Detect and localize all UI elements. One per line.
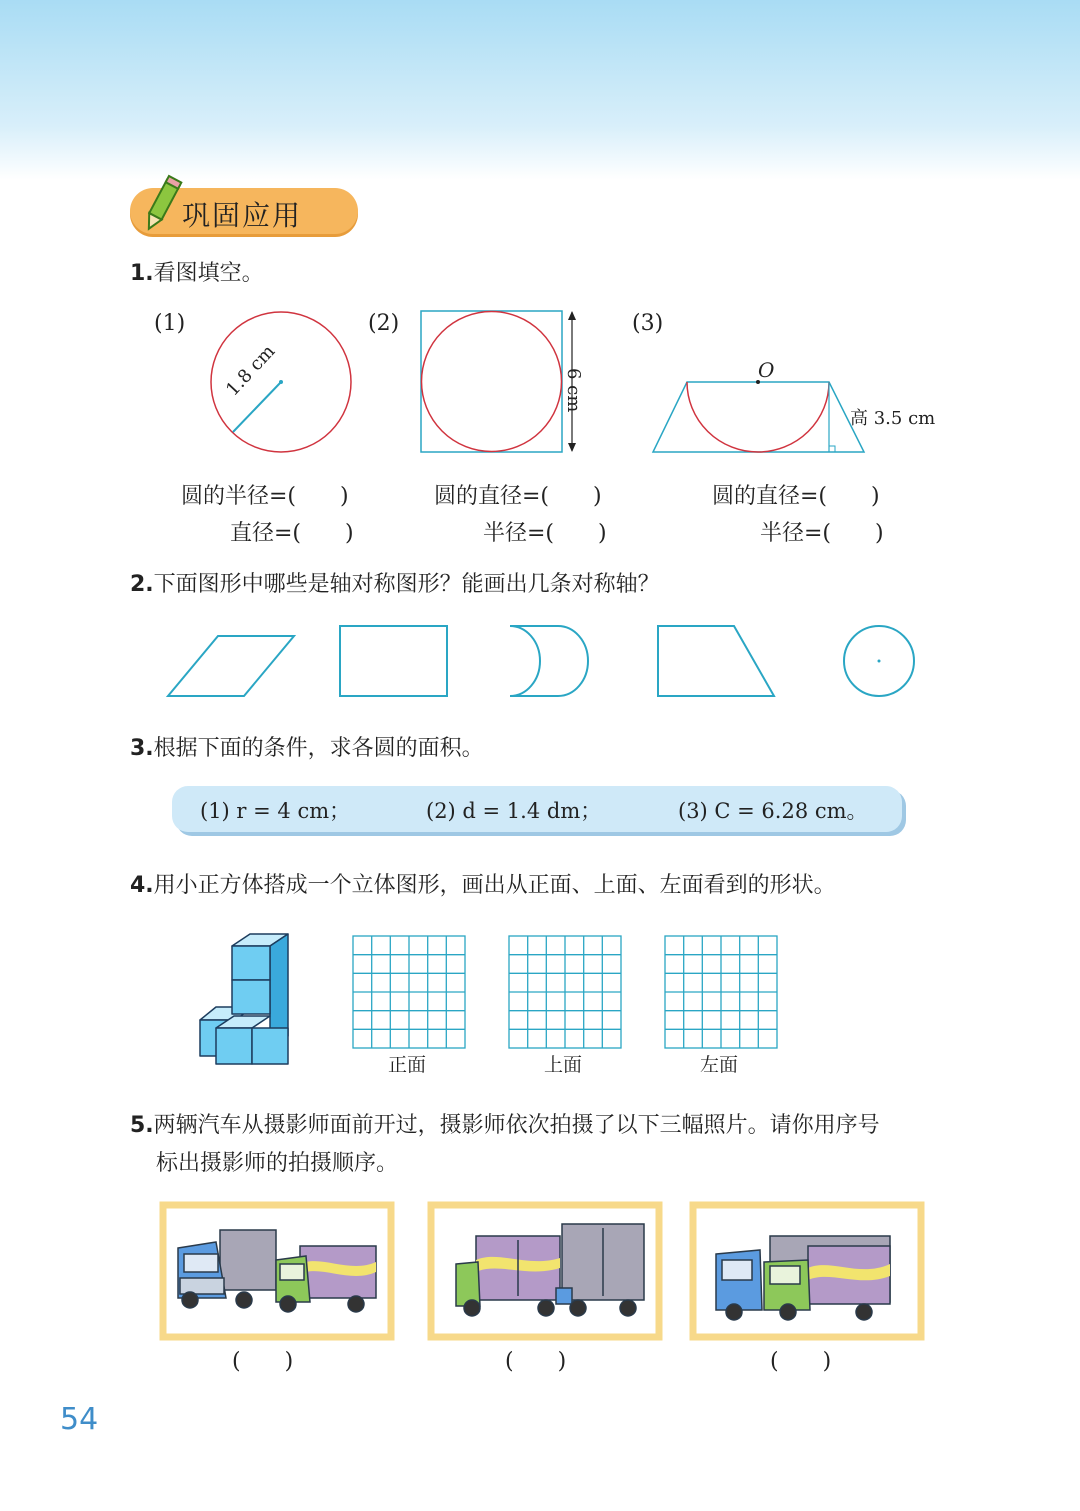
q1-part2-label: (2): [368, 311, 400, 336]
q1-part1-answer2: 直径=( ): [230, 521, 354, 546]
trapezoid-shape: [658, 626, 774, 696]
grid-label-left: 左面: [700, 1054, 739, 1076]
question-1: 1.看图填空。: [130, 261, 264, 286]
q1-part1-label: (1): [154, 311, 186, 336]
grid-front: [352, 935, 466, 1049]
q1-part3-answer2: 半径=( ): [760, 521, 884, 546]
question-2: 2.下面图形中哪些是轴对称图形？能画出几条对称轴？: [130, 572, 660, 597]
q1-part2-answer1: 圆的直径=( ): [434, 484, 602, 509]
cube-stack-figure: [196, 932, 296, 1067]
arc-shape: [510, 626, 588, 696]
q1-radius-label: 1.8 cm: [222, 341, 280, 401]
grid-label-front: 正面: [388, 1054, 427, 1076]
q1-trapezoid-semicircle-figure: [650, 370, 870, 460]
q3-conditions-box: [172, 786, 902, 832]
pencil-icon: [138, 176, 186, 232]
grid-left: [664, 935, 778, 1049]
photo-3-answer: ( ): [770, 1349, 832, 1374]
q1-part3-label: (3): [632, 311, 664, 336]
rectangle-shape: [340, 626, 447, 696]
page-number: 54: [60, 1402, 99, 1437]
q1-square-circle-figure: [420, 310, 580, 454]
q1-center-label: O: [758, 358, 775, 382]
q2-shapes: [160, 620, 920, 705]
header-gradient: [0, 0, 1080, 180]
photo-2: [428, 1202, 664, 1342]
q3-condition-2: (2) d = 1.4 dm；: [426, 799, 602, 823]
q3-condition-1: (1) r = 4 cm；: [200, 799, 351, 823]
grid-top: [508, 935, 622, 1049]
question-5-line2: 标出摄影师的拍摄顺序。: [156, 1151, 399, 1176]
photo-1-answer: ( ): [232, 1349, 294, 1374]
photo-1: [160, 1202, 396, 1342]
question-3: 3.根据下面的条件，求各圆的面积。: [130, 736, 484, 761]
photo-2-answer: ( ): [505, 1349, 567, 1374]
q1-part1-answer1: 圆的半径=( ): [181, 484, 349, 509]
question-5: 5.两辆汽车从摄影师面前开过，摄影师依次拍摄了以下三幅照片。请你用序号: [130, 1113, 880, 1138]
q1-part2-answer2: 半径=( ): [483, 521, 607, 546]
parallelogram-shape: [168, 636, 294, 696]
photo-3: [690, 1202, 926, 1342]
q1-height-label: 高 3.5 cm: [850, 408, 936, 429]
q1-part3-answer1: 圆的直径=( ): [712, 484, 880, 509]
q3-condition-3: (3) C = 6.28 cm。: [678, 799, 868, 823]
question-4: 4.用小正方体搭成一个立体图形，画出从正面、上面、左面看到的形状。: [130, 873, 836, 898]
section-title: 巩固应用: [182, 199, 303, 232]
grid-label-top: 上面: [544, 1054, 583, 1076]
q1-side-label: 6 cm: [563, 368, 584, 413]
